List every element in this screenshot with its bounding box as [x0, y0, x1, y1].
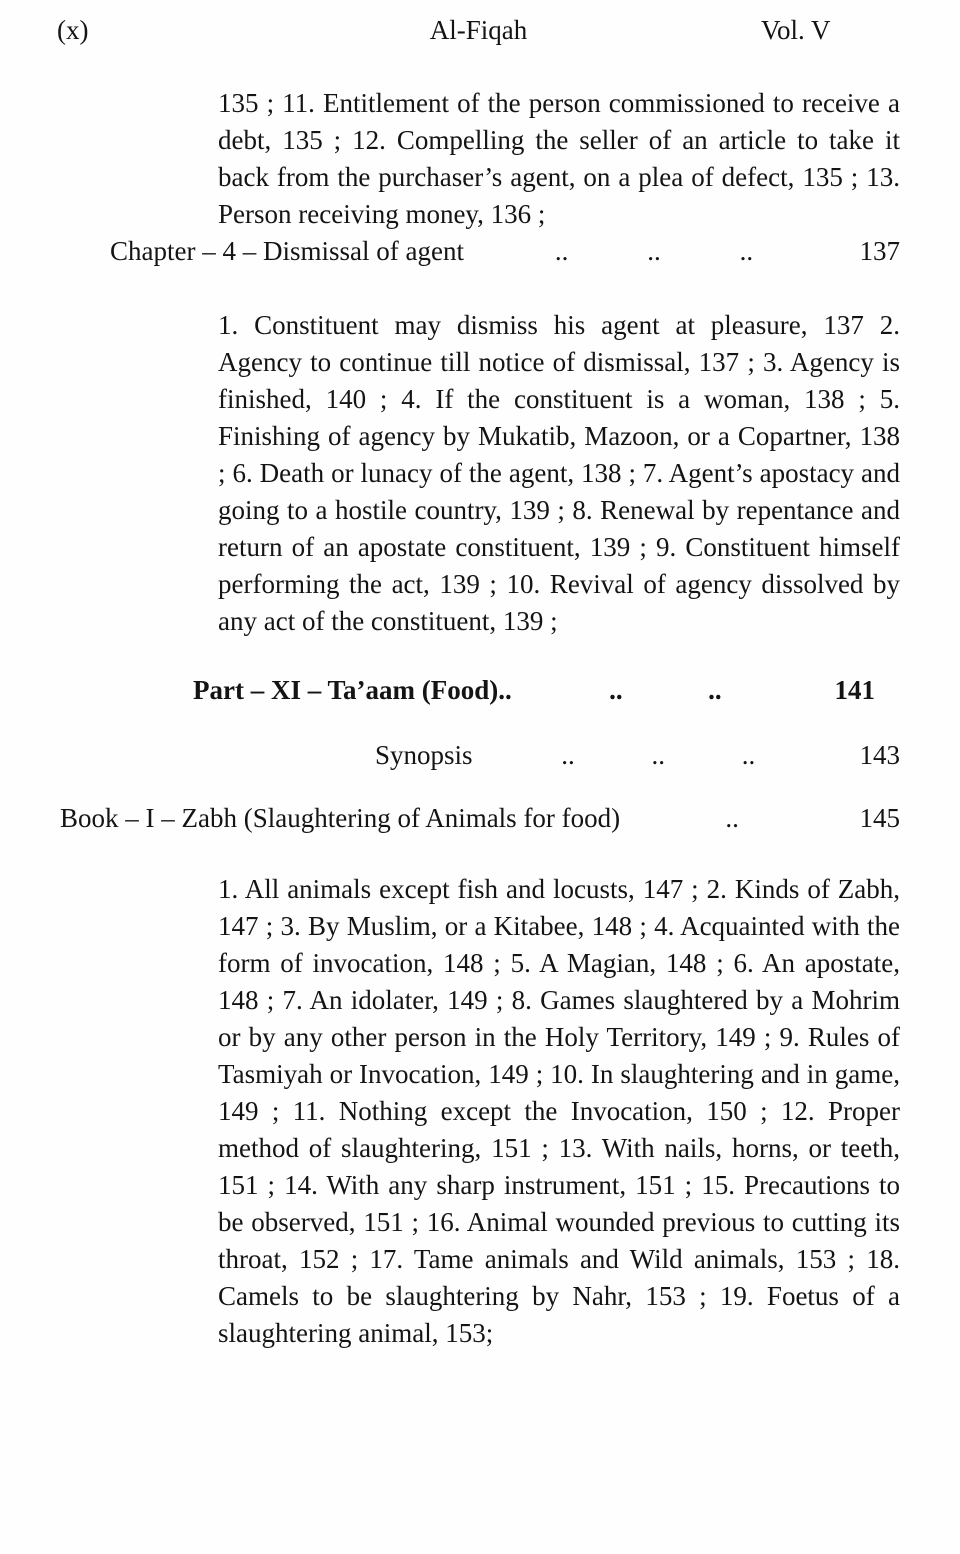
dot-leader — [464, 233, 844, 270]
toc-entry-page-number: 145 — [859, 803, 900, 833]
leader-dot: .. — [708, 675, 722, 705]
toc-entry-label: Book – I – Zabh (Slaughtering of Animals for food) — [60, 803, 621, 833]
leader-dot: .. — [651, 740, 666, 770]
dot-leader — [473, 737, 844, 774]
book-title: Al-Fiqah — [429, 15, 528, 45]
toc-paragraph-book-1-items: 1. All animals except fish and locusts, 147 ; 2. Kinds of Zabh, 147 ; 3. By Muslim, or a Kitabee, 148 ; 4. Acquainted with the form of invocation, 148 ; 5. A Magian, 148 ; 6. An apostate, 148 ; 7. An idolater, 149 ; 8. Games slaughtered by a Mohrim or by any other person in the Holy Territory, 149 ; 9. Rules of Tasmiyah or Invocation, 149 ; 10. In slaughtering and in game, 149 ; 11. Nothing except the Invocation, 150 ; 12. Proper method of slaughtering, 151 ; 13. With nails, horns, or teeth, 151 ; 14. With any sharp instrument, 151 ; 15. Precautions to be observed, 151 ; 16. Animal wounded previous to cutting its throat, 152 ; 17. Tame animals and Wild animals, 153 ; 18. Camels to be slaughtering by Nahr, 153 ; 19. Foetus of a slaughtering animal, 153; — [218, 874, 900, 1348]
toc-entry-book-1 — [60, 800, 900, 837]
leader-dot: .. — [609, 675, 623, 705]
volume-label: Vol. V — [761, 15, 831, 45]
dot-leader — [512, 672, 819, 709]
toc-entry-page-number: 137 — [859, 236, 900, 266]
toc-entry-page-number: 143 — [859, 740, 900, 770]
leader-dot: .. — [741, 740, 756, 770]
leader-dot: .. — [554, 236, 569, 266]
leader-dot: .. — [561, 740, 575, 770]
leader-dot: .. — [647, 236, 661, 266]
toc-entry-part-11 — [193, 672, 875, 709]
toc-entry-label: Part – XI – Ta’aam (Food).. — [193, 675, 512, 705]
toc-paragraph-agency-continued: 135 ; 11. Entitlement of the person commissioned to receive a debt, 135 ; 12. Compelling the seller of an article to take it back from the purchaser’s agent, on a plea of defect, 135 ; 13. Person receiving money, 136 ; — [218, 88, 900, 229]
toc-entry-label: Chapter – 4 – Dismissal of agent — [110, 236, 464, 266]
toc-entry-label: Synopsis — [375, 740, 473, 770]
toc-entry-synopsis — [375, 737, 900, 774]
toc-entry-chapter-4 — [110, 233, 900, 270]
dot-leader — [620, 800, 844, 837]
toc-entry-page-number: 141 — [834, 675, 875, 705]
leader-dot: .. — [725, 803, 739, 833]
page-header — [57, 12, 900, 49]
leader-dot: .. — [739, 236, 754, 266]
toc-paragraph-chapter-4-items: 1. Constituent may dismiss his agent at pleasure, 137 2. Agency to continue till notice of dismissal, 137 ; 3. Agency is finished, 140 ; 4. If the constituent is a woman, 138 ; 5. Finishing of agency by Mukatib, Mazoon, or a Copartner, 138 ; 6. Death or lunacy of the agent, 138 ; 7. Agent’s apostacy and going to a hostile country, 139 ; 8. Renewal by repentance and return of an apostate constituent, 139 ; 9. Constituent himself performing the act, 139 ; 10. Revival of agency dissolved by any act of the constituent, 139 ; — [218, 310, 900, 636]
page-marker: (x) — [57, 15, 89, 45]
